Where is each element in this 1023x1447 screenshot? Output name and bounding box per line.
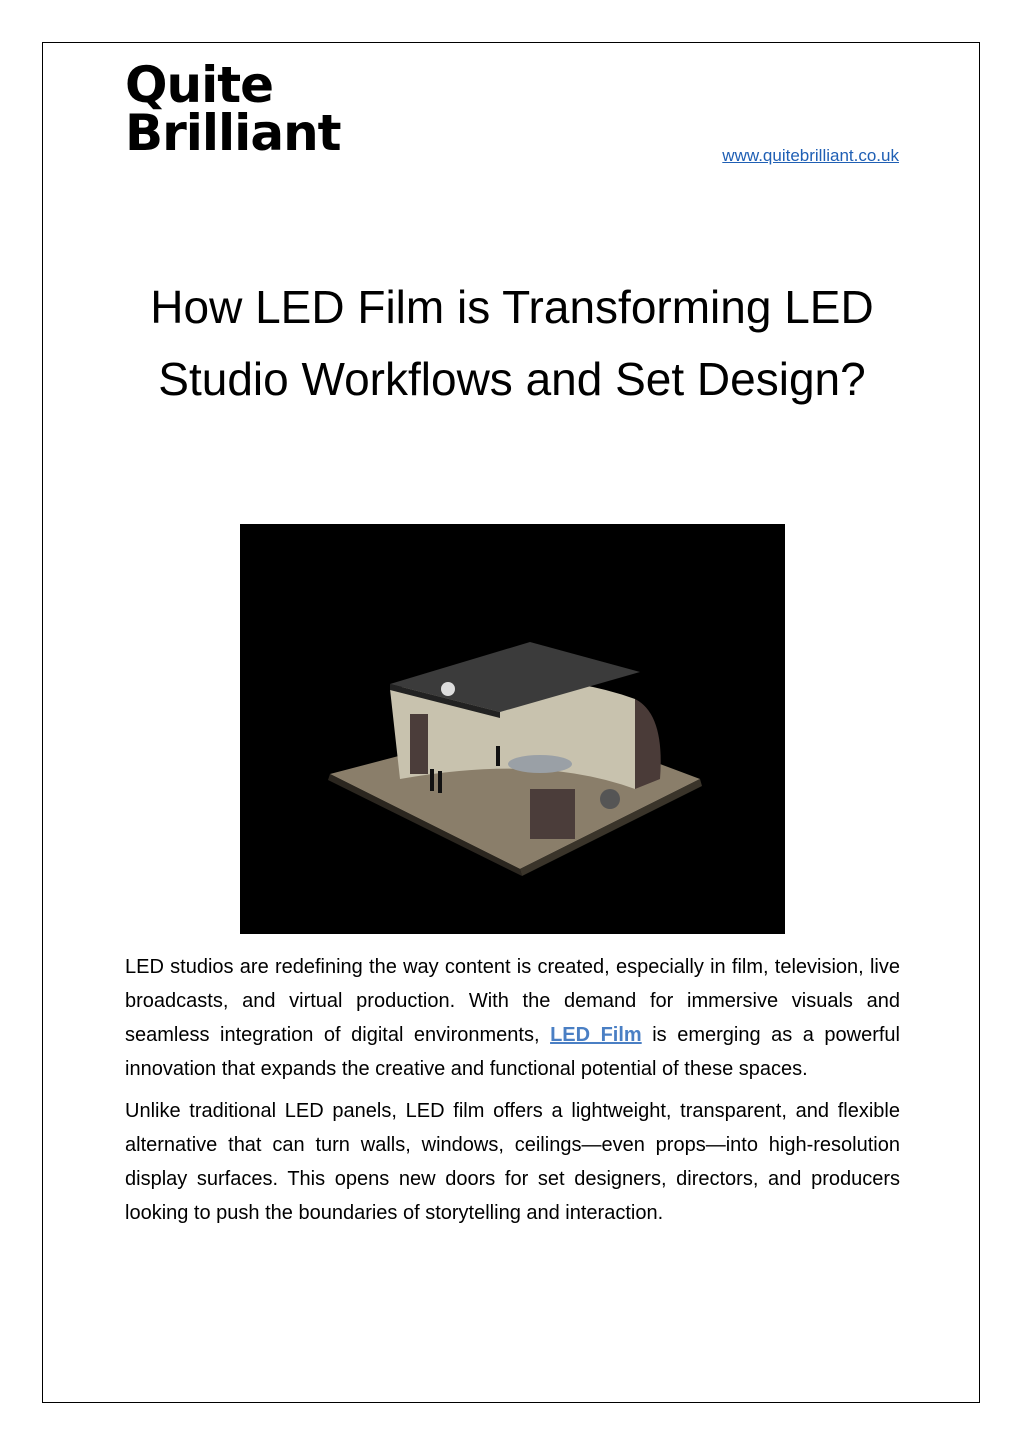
paragraph-1-text-a: LED studios are redefining the way content is created, especially in film, television, live broadcasts, and virtual production. With the demand for immersive visuals and seamless integration of digital environments, [125,956,900,1046]
article-body [125,950,900,1238]
document-page [42,42,980,1403]
quite-brilliant-logo [125,56,341,162]
led-studio-image [240,524,785,934]
paragraph-1-text-b: is emerging as a powerful innovation that expands the creative and functional potential of these spaces. [125,1024,900,1080]
paragraph-1 [125,950,900,1086]
led-film-link[interactable]: LED Film [550,1024,642,1046]
logo-line-2: Brilliant [125,104,341,162]
paragraph-2: Unlike traditional LED panels, LED film offers a lightweight, transparent, and flexible alternative that can turn walls, windows, ceilings—even props—into high-resolution display surfaces. This opens new doors for set designers, directors, and producers looking to push the boundaries of storytelling and interaction. [125,1100,900,1224]
article-title: How LED Film is Transforming LED Studio Workflows and Set Design? [150,281,874,405]
logo-line-1: Quite [125,56,274,114]
website-link[interactable]: www.quitebrilliant.co.uk [722,146,899,165]
